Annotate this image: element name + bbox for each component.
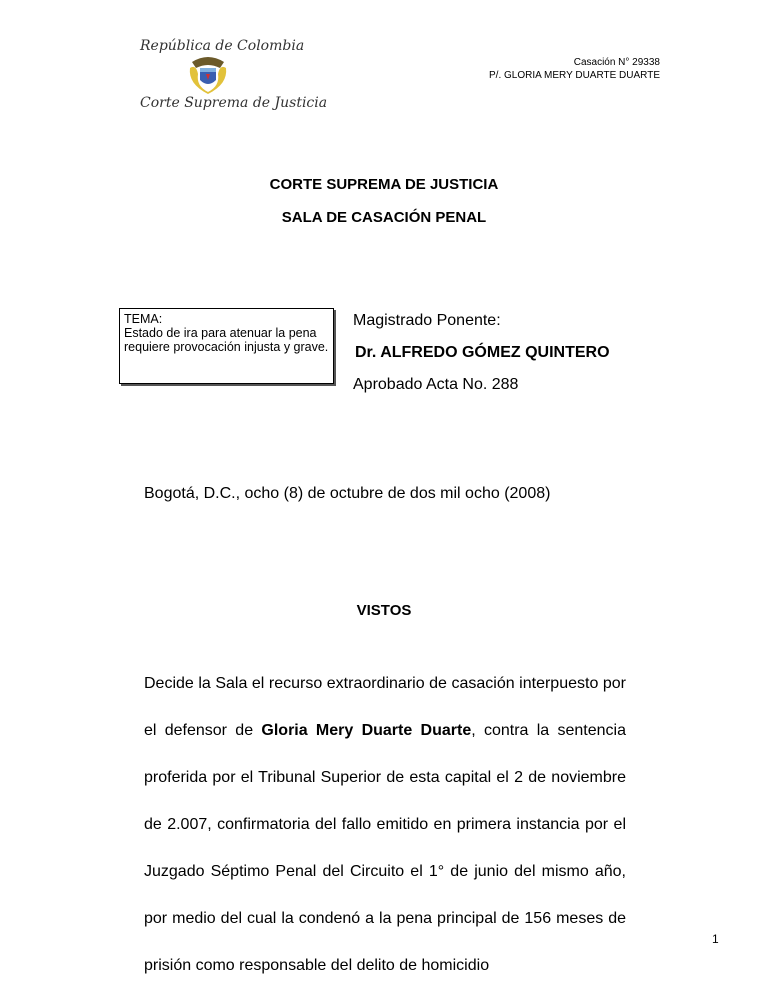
ponente-name: Dr. ALFREDO GÓMEZ QUINTERO	[355, 344, 610, 361]
defendant-name: Gloria Mery Duarte Duarte	[261, 722, 472, 739]
tema-label: TEMA:	[124, 312, 163, 326]
section-heading: VISTOS	[356, 602, 412, 619]
page-number: 1	[712, 932, 719, 946]
tema-text: Estado de ira para atenuar la pena requiere provocación injusta y grave.	[124, 326, 329, 354]
coat-of-arms-icon	[186, 54, 230, 94]
body-part-2: , contra la sentencia proferida por el Tribunal Superior de esta capital el 2 de noviembre de 2.007, confirmatoria del fallo emitido en primera instancia por el Juzgado Séptimo Penal del Circuito el 1° de junio del mismo año, por medio del cual la condenó a la pena principal de 156 meses de prisión como responsable del delito de homicidio	[144, 722, 626, 974]
running-header	[489, 56, 660, 82]
parties: P/. GLORIA MERY DUARTE DUARTE	[489, 70, 660, 81]
tema-box	[119, 308, 334, 384]
court-title: CORTE SUPREMA DE JUSTICIA	[269, 176, 499, 193]
body-text	[144, 660, 626, 989]
case-number: Casación N° 29338	[573, 57, 660, 68]
ponente-label: Magistrado Ponente:	[353, 312, 501, 329]
chamber-title: SALA DE CASACIÓN PENAL	[281, 209, 487, 226]
date-line: Bogotá, D.C., ocho (8) de octubre de dos mil ocho (2008)	[144, 485, 551, 502]
acta-number: Aprobado Acta No. 288	[353, 376, 519, 393]
letterhead-republic: República de Colombia	[140, 38, 305, 54]
letterhead-court: Corte Suprema de Justicia	[140, 95, 328, 111]
body-part-1: Decide la Sala el recurso extraordinario de casación interpuesto por el defensor de	[144, 675, 626, 739]
